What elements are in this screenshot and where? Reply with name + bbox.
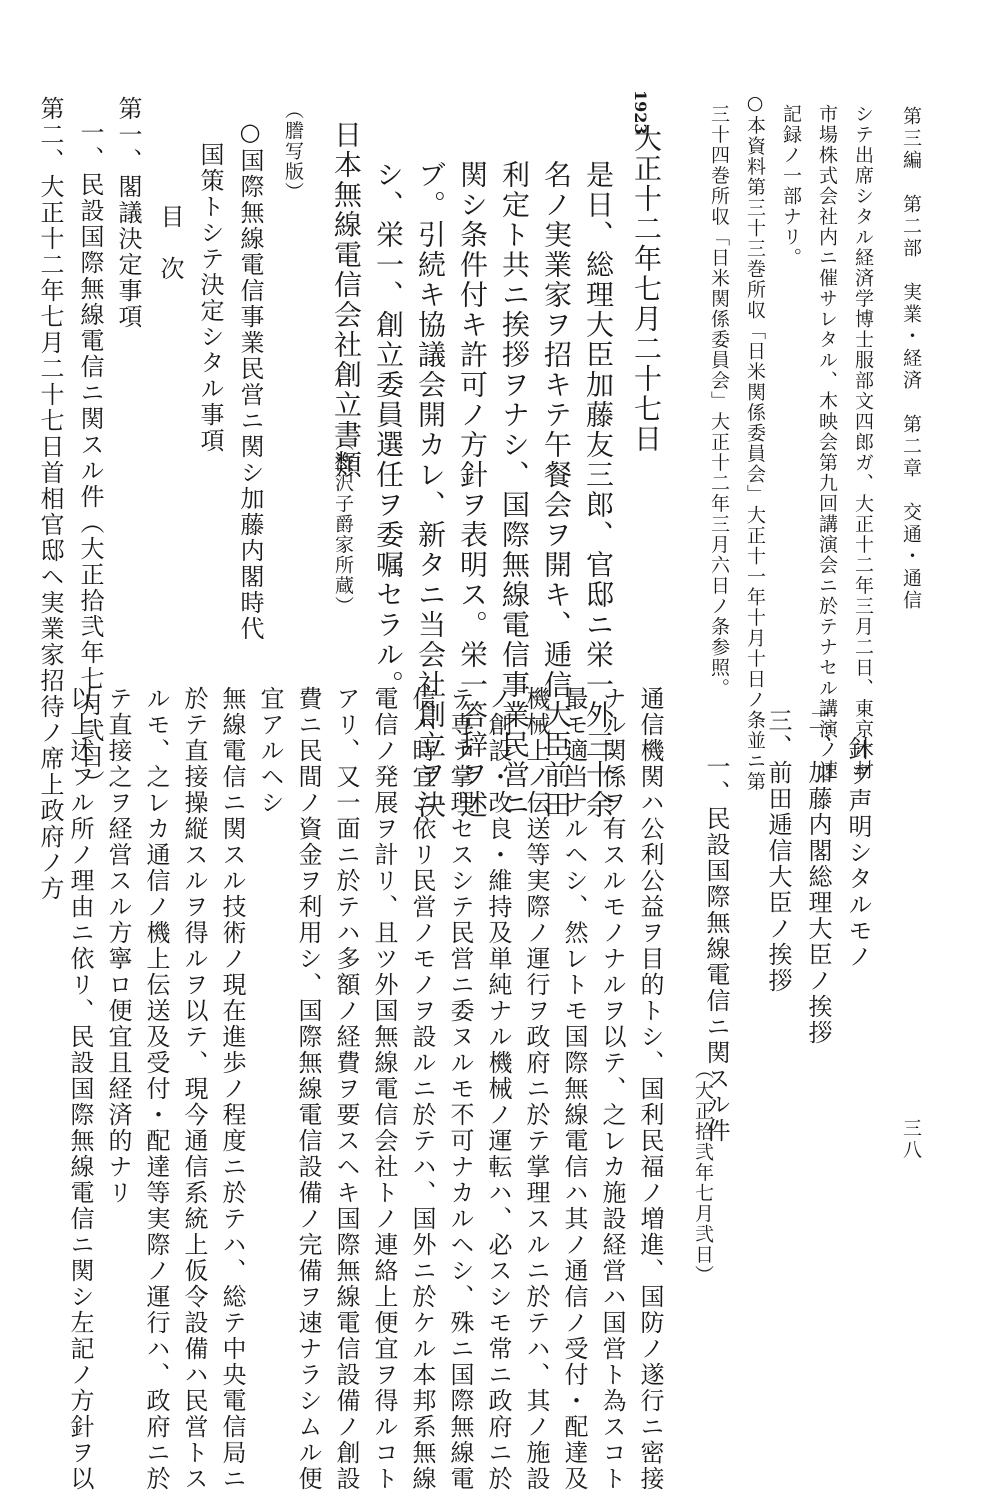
toc-heading-2: 国策トシテ決定シタル事項 (196, 142, 224, 454)
entry-body-line-5: ブ。引続キ協議会開カレ、新タニ当会社創立ヲ決 (414, 160, 447, 820)
body-line-13: 於テ直接操縦スルヲ得ルヲ以テ、現今通信系統上仮令設備ハ民営トス (180, 686, 208, 1492)
note-line-3: 記録ノ一部ナリ。 (780, 104, 802, 268)
document-source: （渋沢子爵家所蔵） (332, 432, 354, 617)
running-header: 第三編 第二部 実業・経済 第二章 交通・通信 (900, 106, 922, 612)
entry-body-line-6: シ、栄一、創立委員選任ヲ委嘱セラル。 (372, 160, 405, 700)
entry-body-line-1: 是日、総理大臣加藤友三郎、官邸ニ栄一外三十余 (582, 160, 615, 820)
body-line-5: ノ創設・改良・維持及単純ナル機械ノ運転ハ、必スシモ常ニ政府ニ於 (484, 686, 512, 1492)
body-line-10: 費ニ民間ノ資金ヲ利用シ、国際無線電信設備ノ完備ヲ速ナラシムル便 (294, 686, 322, 1492)
body-line-15: テ直接之ヲ経営スル方寧ロ便宜且経済的ナリ (104, 686, 132, 1206)
toc-item-1-1: 一、民設国際無線電信ニ関スル件（大正拾弐年七月弐日） (76, 120, 104, 796)
toc-item-2-2: 二、加藤内閣総理大臣ノ挨拶 (804, 708, 832, 1046)
body-line-8: 電信ノ発展ヲ計リ、且ツ外国無線電信会社トノ連絡上便宜ヲ得ルコト (370, 686, 398, 1492)
note-line-4: ○本資料第三十三巻所収「日米関係委員会」大正十一年十月十日ノ条並ニ第 (744, 92, 766, 792)
toc-heading-1: ○国際無線電信事業民営ニ関シ加藤内閣時代 (236, 118, 264, 642)
body-line-6: テ専ラ掌理セスシテ民営ニ委ヌルモ不可ナカルヘシ、殊ニ国際無線電 (446, 686, 474, 1492)
body-line-7: 信ハ時宜ニ依リ民営ノモノヲ設ルニ於テハ、国外ニ於ケル本邦系無線 (408, 686, 436, 1492)
toc-item-2-3: 三、前田逓信大臣ノ挨拶 (764, 708, 792, 994)
document-title: 日本無線電信会社創立書類 (330, 120, 363, 480)
body-line-9: アリ、又一面ニ於テハ多額ノ経費ヲ要スヘキ国際無線電信設備ノ創設 (332, 686, 360, 1492)
section-date: （大正拾弐年七月弐日） (692, 1060, 714, 1286)
entry-body-line-2: 名ノ実業家ヲ招キテ午餐会ヲ開キ、逓信大臣前田 (540, 160, 573, 820)
entry-date: 大正十二年七月二十七日 (630, 124, 663, 454)
document-type: （謄写版） (282, 100, 304, 203)
body-line-14: ルモ、之レカ通信ノ機上伝送及受付・配達等実際ノ運行ハ、政府ニ於 (142, 686, 170, 1492)
body-line-4: 機械上ノ伝送等実際ノ運行ヲ政府ニ於テ掌理スルニ於テハ、其ノ施設 (522, 686, 550, 1492)
toc-item-1: 第一、閣議決定事項 (114, 96, 142, 330)
toc-label: 目 次 (156, 204, 184, 282)
section-title: 一、民設国際無線電信ニ関スル件 (702, 754, 730, 1144)
note-line-1: シテ出席シタル経済学博士服部文四郎ガ、大正十二年三月二日、東京木材 (852, 104, 874, 781)
toc-item-2: 第二、大正十二年七月二十七日首相官邸ヘ実業家招待ノ席上政府ノ方 (36, 96, 64, 902)
body-line-11: 宜アルヘシ (256, 686, 284, 816)
note-line-2: 市場株式会社内ニ催サレタル、木映会第九回講演会ニ於テナセル講演ノ速 (816, 104, 838, 781)
body-line-3: 最モ適当ナルヘシ、然レトモ国際無線電信ハ其ノ通信ノ受付・配達及 (560, 686, 588, 1492)
page-number: 三八 (900, 1118, 922, 1162)
entry-body-line-3: 利定ト共ニ挨拶ヲナシ、国際無線電信事業民営ニ (498, 160, 531, 820)
note-line-5: 三十四巻所収「日米関係委員会」大正十二年三月六日ノ条参照。 (708, 104, 730, 699)
toc-item-2-cont: 針ヲ声明シタルモノ (844, 736, 872, 970)
entry-year: 1923 (631, 90, 650, 135)
entry-body-line-4: 関シ条件付キ許可ノ方針ヲ表明ス。栄一答辞ヲ述 (456, 160, 489, 820)
body-line-12: 無線電信ニ関スル技術ノ現在進歩ノ程度ニ於テハ、総テ中央電信局ニ (218, 686, 246, 1492)
body-line-1: 通信機関ハ公利公益ヲ目的トシ、国利民福ノ増進、国防ノ遂行ニ密接 (636, 686, 664, 1492)
body-line-16: 以上述フル所ノ理由ニ依リ、民設国際無線電信ニ関シ左記ノ方針ヲ以 (66, 686, 94, 1492)
body-line-2: ナル関係ヲ有スルモノナルヲ以テ、之レカ施設経営ハ国営ト為スコト (598, 686, 626, 1492)
